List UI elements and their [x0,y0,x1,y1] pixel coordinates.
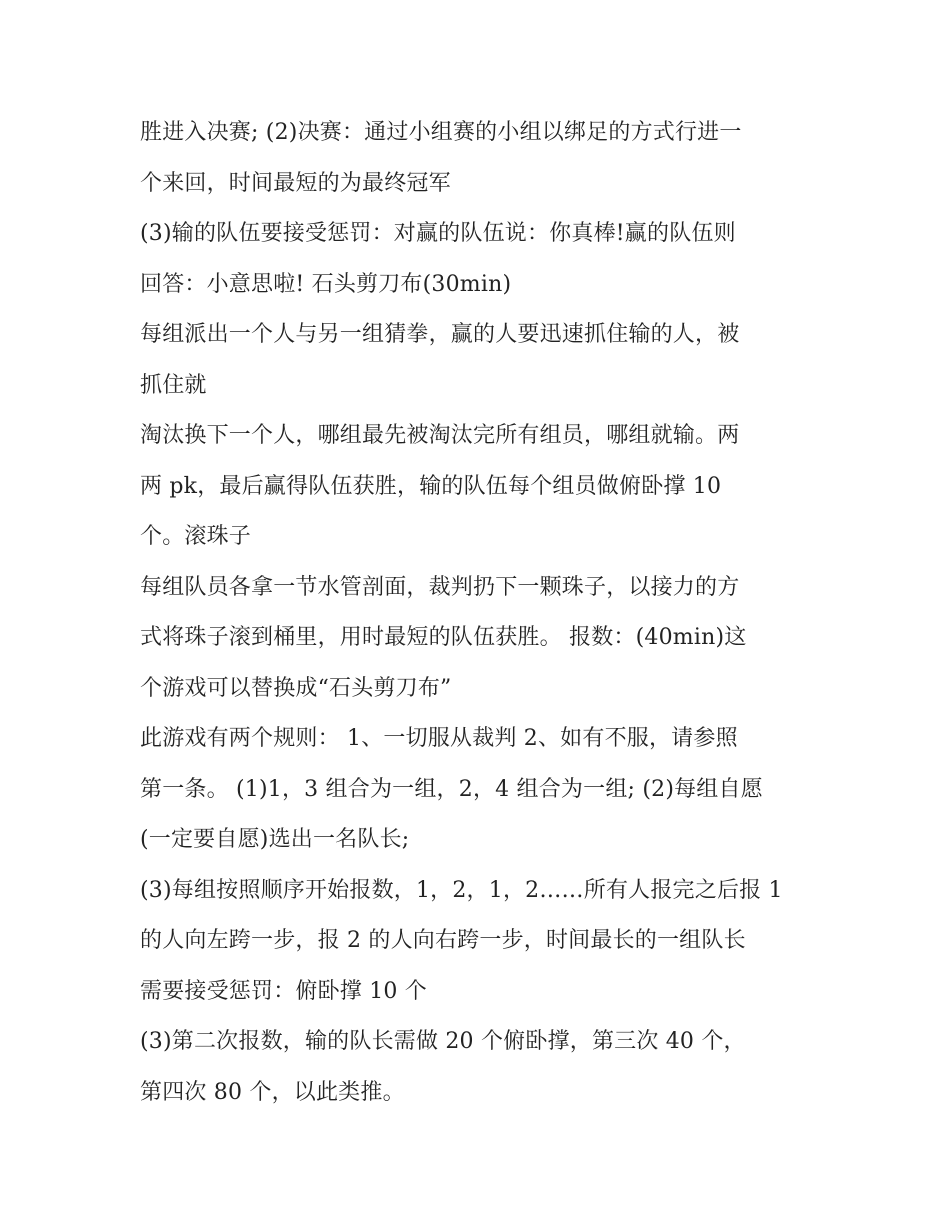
text-line: (3)第二次报数，输的队长需做 20 个俯卧撑，第三次 40 个， [140,1029,746,1054]
text-line: 第四次 80 个，以此类推。 [140,1079,405,1105]
text-line: 此游戏有两个规则： 1、一切服从裁判 2、如有不服，请参照 [140,726,738,751]
text-line: 个。滚珠子 [140,524,252,549]
text-line: 胜进入决赛; (2)决赛：通过小组赛的小组以绑足的方式行进一 [140,120,742,145]
text-line: 淘汰换下一个人，哪组最先被淘汰完所有组员，哪组就输。两 [140,423,740,448]
text-line: 个来回，时间最短的为最终冠军 [140,170,451,196]
document-body [140,108,830,1118]
text-line: 每组队员各拿一节水管剖面，裁判扔下一颗珠子，以接力的方 [140,574,740,600]
text-line: 式将珠子滚到桶里，用时最短的队伍获胜。 报数：(40min)这 [140,625,747,650]
text-line: 回答：小意思啦! 石头剪刀布(30min) [140,271,512,297]
text-line: 需要接受惩罚：俯卧撑 10 个 [140,978,427,1004]
text-line: (3)每组按照顺序开始报数，1，2，1，2……所有人报完之后报 1 [140,877,783,903]
text-line: 两 pk，最后赢得队伍获胜，输的队伍每个组员做俯卧撑 10 [140,473,722,499]
text-line: 每组派出一个人与另一组猜拳，赢的人要迅速抓住输的人，被 [140,322,740,347]
text-line: 抓住就 [140,372,207,398]
text-line: 的人向左跨一步，报 2 的人向右跨一步，时间最长的一组队长 [140,928,746,953]
text-line: 个游戏可以替换成“石头剪刀布” [140,675,452,701]
text-line: (一定要自愿)选出一名队长; [140,827,410,852]
text-line: (3)输的队伍要接受惩罚：对赢的队伍说：你真棒!赢的队伍则 [140,221,736,246]
text-line: 第一条。 (1)1，3 组合为一组，2，4 组合为一组; (2)每组自愿 [140,776,763,802]
